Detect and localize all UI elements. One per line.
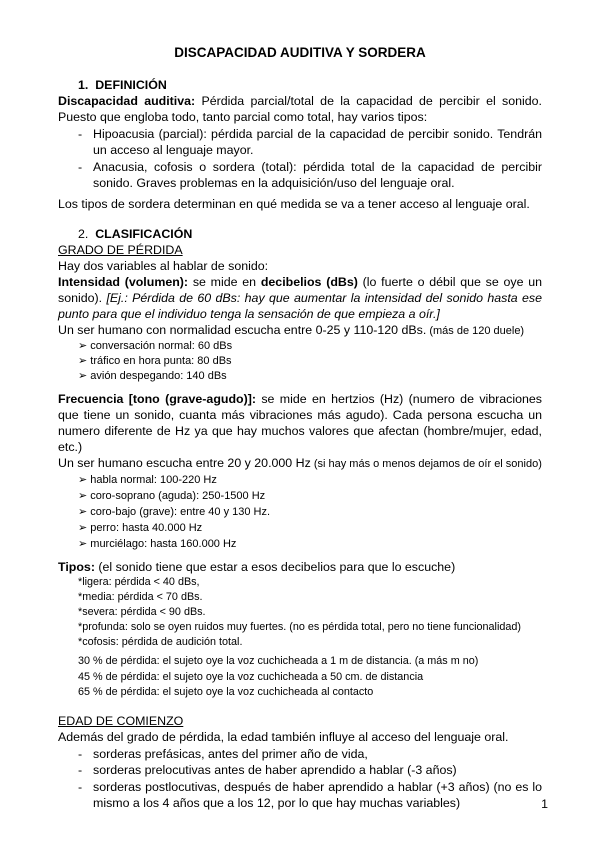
note: (si hay más o menos dejamos de oír el sonido) xyxy=(310,458,542,470)
tipos-term: Tipos: xyxy=(58,560,95,574)
decibelios-term: decibelios (dBs) xyxy=(260,275,358,289)
intensidad-range xyxy=(58,322,542,339)
arrow-list-item xyxy=(58,354,542,369)
list-item xyxy=(58,779,542,811)
frecuencia-paragraph xyxy=(58,391,542,455)
text: avión despegando: 140 dBs xyxy=(90,370,227,382)
example-text: [Ej.: Pérdida de 60 dBs: hay que aumentar la intensidad del sonido hasta ese punto para que el individuo tenga la sensación de que empieza a oír.] xyxy=(58,291,542,321)
text: tráfico en hora punta: 80 dBs xyxy=(90,355,232,367)
subheading-edad: EDAD DE COMIENZO xyxy=(58,713,184,728)
heading-number: 1. xyxy=(78,78,89,92)
arrow-list-item xyxy=(58,339,542,354)
text: se mide en xyxy=(188,275,261,289)
tipo-item: *severa: pérdida < 90 dBs. xyxy=(78,606,206,618)
arrow-list-item xyxy=(58,472,542,488)
document-body xyxy=(58,45,542,811)
tipos-paragraph xyxy=(58,559,542,575)
tipo-item: *cofosis: pérdida de audición total. xyxy=(78,636,243,648)
tipo-item: *ligera: pérdida < 40 dBs, xyxy=(78,576,200,588)
text: se mide en hertzios (Hz) (numero de vibraciones que tiene un sonido, cuanta más vibraciones más agudo). Cada persona escucha un numero diferente de Hz ya que hay muchos valores que afectan (hombre/mujer, edad, etc.) xyxy=(58,392,542,454)
list-item xyxy=(58,762,542,778)
note: (más de 120 duele) xyxy=(426,325,525,337)
arrow-bullet-icon: ➢ xyxy=(78,355,88,367)
text: (lo fuerte o débil que se oye un sonido). xyxy=(58,275,543,305)
arrow-list-item xyxy=(58,369,542,384)
text: perro: hasta 40.000 Hz xyxy=(90,522,203,534)
arrow-bullet-icon: ➢ xyxy=(78,474,88,486)
dash-bullet: - xyxy=(78,160,83,174)
frecuencia-term: Frecuencia [tono (grave-agudo)]: xyxy=(58,392,256,406)
arrow-bullet-icon: ➢ xyxy=(78,370,88,382)
percent-item: 45 % de pérdida: el sujeto oye la voz cuchicheada a 50 cm. de distancia xyxy=(78,670,424,683)
heading-number: 2. xyxy=(78,227,89,241)
section-2-heading xyxy=(58,226,542,242)
list-item-text: Anacusia, cofosis o sordera (total): pérdida total de la capacidad de percibir sonido. Graves problemas en la adquisición/uso del lenguaje oral. xyxy=(93,160,542,190)
edad-intro: Además del grado de pérdida, la edad también influye al acceso del lenguaje oral. xyxy=(58,729,509,744)
list-item-text: Hipoacusia (parcial): pérdida parcial de la capacidad de percibir sonido. Tendrán un acceso al lenguaje mayor. xyxy=(93,127,542,157)
arrow-bullet-icon: ➢ xyxy=(78,538,88,550)
document-title: DISCAPACIDAD AUDITIVA Y SORDERA xyxy=(174,45,426,60)
grado-intro: Hay dos variables al hablar de sonido: xyxy=(58,259,269,273)
frecuencia-range xyxy=(58,455,542,472)
list-item-text: sorderas prefásicas, antes del primer año de vida, xyxy=(93,746,368,761)
text: (el sonido tiene que estar a esos decibelios para que lo escuche) xyxy=(94,560,456,574)
definition-paragraph xyxy=(58,93,542,125)
dash-bullet: - xyxy=(78,746,83,761)
dash-bullet: - xyxy=(78,127,83,141)
text: Un ser humano con normalidad escucha entre 0-25 y 110-120 dBs. xyxy=(58,323,427,337)
arrow-bullet-icon: ➢ xyxy=(78,340,88,352)
arrow-bullet-icon: ➢ xyxy=(78,506,88,518)
dash-bullet: - xyxy=(78,779,83,794)
heading-text: CLASIFICACIÓN xyxy=(95,227,193,241)
percent-item: 30 % de pérdida: el sujeto oye la voz cuchicheada a 1 m de distancia. (a más m no) xyxy=(78,655,479,667)
subheading-grado: GRADO DE PÉRDIDA xyxy=(58,243,183,257)
tipo-item: *profunda: solo se oyen ruidos muy fuertes. (no es pérdida total, pero no tiene funcionalidad) xyxy=(78,621,521,633)
text: murciélago: hasta 160.000 Hz xyxy=(90,538,237,550)
arrow-list-item xyxy=(58,536,542,552)
list-item xyxy=(58,159,542,191)
text: coro-bajo (grave): entre 40 y 130 Hz. xyxy=(90,506,271,518)
dash-bullet: - xyxy=(78,762,83,777)
arrow-bullet-icon: ➢ xyxy=(78,490,88,502)
text: conversación normal: 60 dBs xyxy=(90,340,233,352)
list-item xyxy=(58,746,542,762)
tipo-item: *media: pérdida < 70 dBs. xyxy=(78,591,203,603)
text: Un ser humano escucha entre 20 y 20.000 Hz xyxy=(58,456,311,470)
arrow-list-item xyxy=(58,488,542,504)
list-item xyxy=(58,126,542,158)
page-number: 1 xyxy=(541,797,548,811)
definition-text: Pérdida parcial/total de la capacidad de percibir el sonido. Puesto que engloba todo, tanto parcial como total, hay varios tipos: xyxy=(58,94,542,124)
arrow-list-item xyxy=(58,520,542,536)
arrow-list-item xyxy=(58,504,542,520)
list-item-text: sorderas postlocutivas, después de haber aprendido a hablar (+3 años) (no es lo mismo a los 4 años que a los 12, por lo que hay muchas variables) xyxy=(93,779,542,810)
intensidad-term: Intensidad (volumen): xyxy=(58,275,189,289)
section-1-closing: Los tipos de sordera determinan en qué medida se va a tener acceso al lenguaje oral. xyxy=(58,197,530,211)
text: habla normal: 100-220 Hz xyxy=(90,474,217,486)
definition-term: Discapacidad auditiva: xyxy=(58,94,196,108)
intensidad-paragraph xyxy=(58,274,542,322)
text: coro-soprano (aguda): 250-1500 Hz xyxy=(90,490,266,502)
section-1-heading xyxy=(58,77,542,93)
heading-text: DEFINICIÓN xyxy=(95,78,167,92)
arrow-bullet-icon: ➢ xyxy=(78,522,88,534)
list-item-text: sorderas prelocutivas antes de haber aprendido a hablar (-3 años) xyxy=(93,762,457,777)
percent-item: 65 % de pérdida: el sujeto oye la voz cuchicheada al contacto xyxy=(78,686,374,698)
